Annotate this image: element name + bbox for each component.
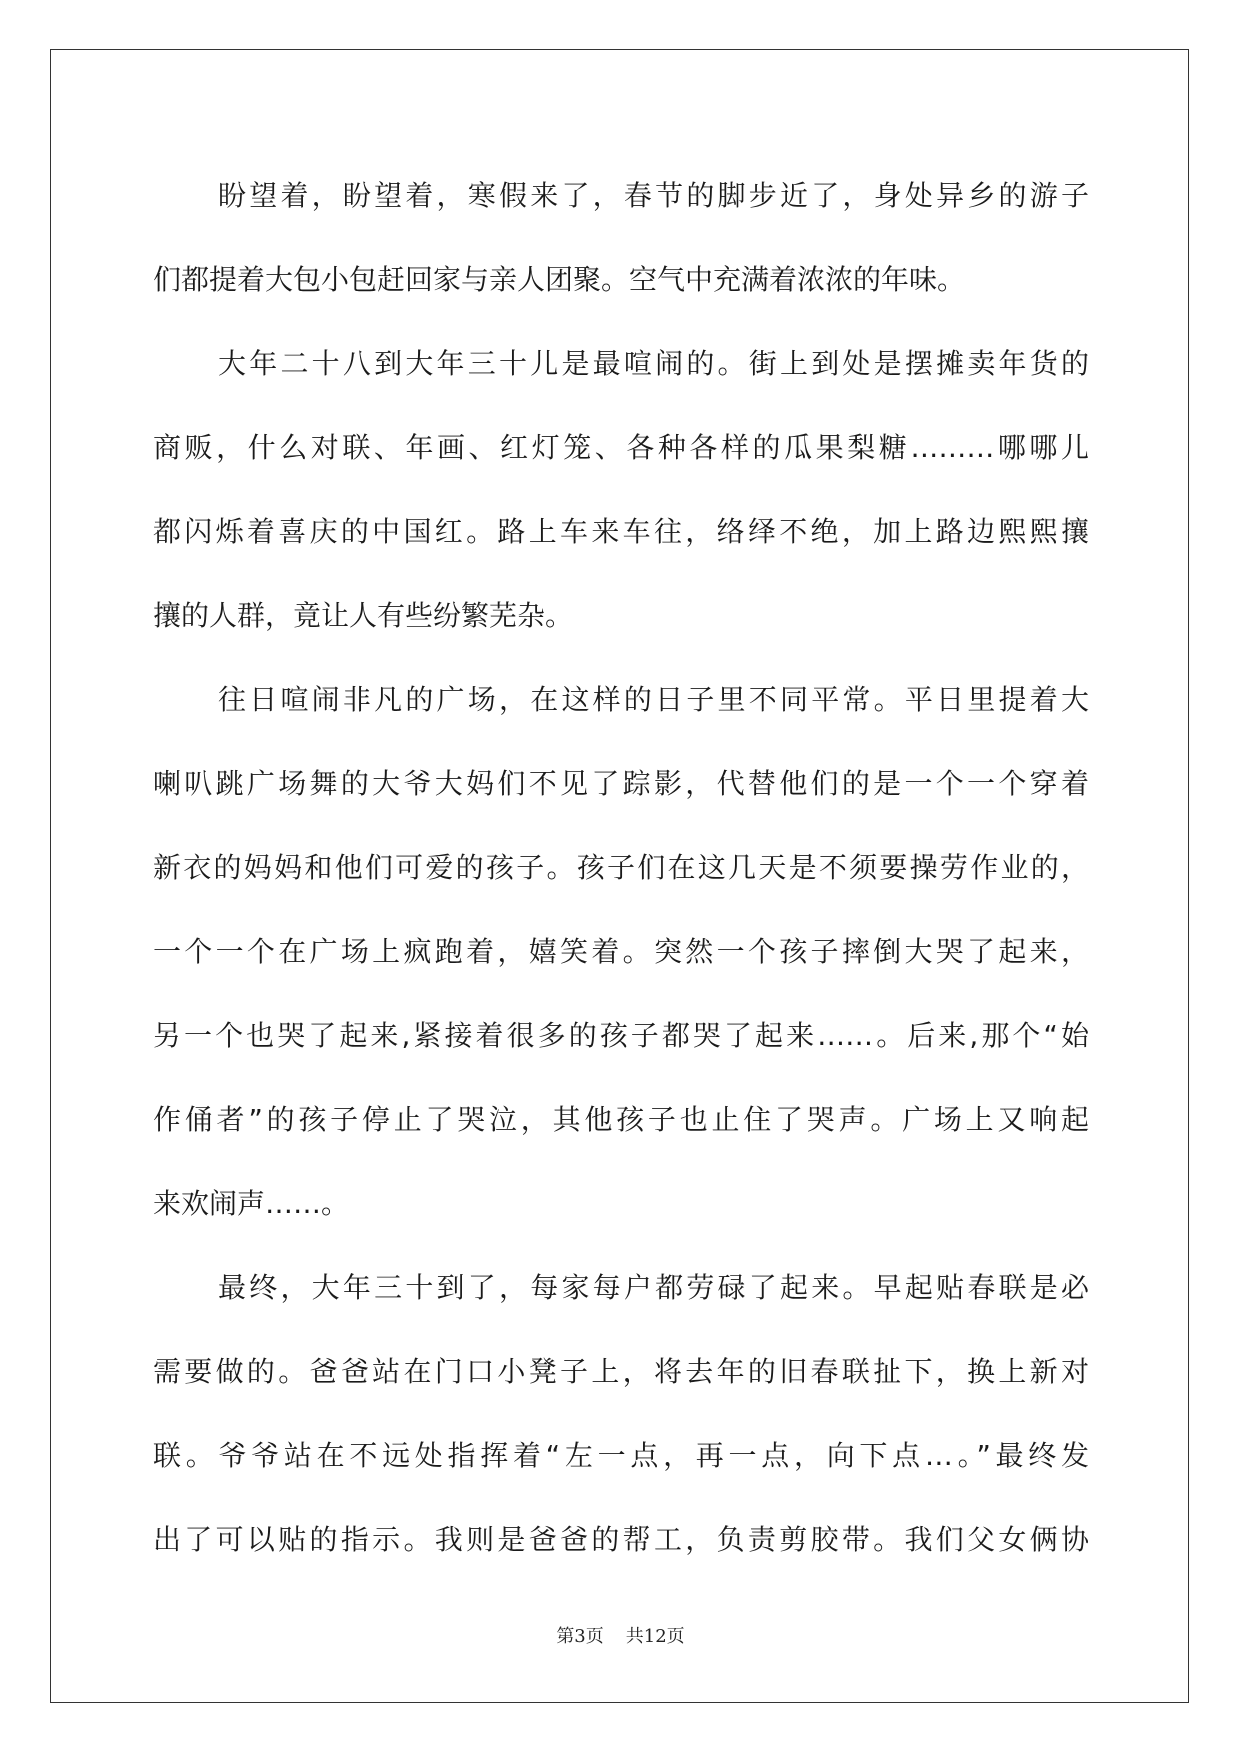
text-line: 需要做的。爸爸站在门口小凳子上，将去年的旧春联扯下，换上新对 — [153, 1355, 1089, 1388]
text-line: 往日喧闹非凡的广场，在这样的日子里不同平常。平日里提着大 — [218, 683, 1089, 716]
page-total: 共12页 — [625, 1626, 685, 1647]
paragraph-4 — [153, 1260, 1089, 1596]
text-line: 喇叭跳广场舞的大爷大妈们不见了踪影，代替他们的是一个一个穿着 — [153, 767, 1089, 800]
paragraph-1 — [153, 168, 1089, 336]
text-line: 最终，大年三十到了，每家每户都劳碌了起来。早起贴春联是必 — [218, 1271, 1089, 1304]
text-line: 攘的人群，竟让人有些纷繁芜杂。 — [153, 599, 574, 632]
text-line: 商贩，什么对联、年画、红灯笼、各种各样的瓜果梨糖………哪哪儿 — [153, 431, 1089, 464]
text-line: 来欢闹声……。 — [153, 1187, 350, 1220]
text-line: 新衣的妈妈和他们可爱的孩子。孩子们在这几天是不须要操劳作业的， — [153, 851, 1089, 884]
text-line: 联。爷爷站在不远处指挥着“左一点，再一点，向下点…。”最终发 — [153, 1439, 1089, 1472]
text-line: 都闪烁着喜庆的中国红。路上车来车往，络绎不绝，加上路边熙熙攘 — [153, 515, 1089, 548]
text-line: 盼望着，盼望着，寒假来了，春节的脚步近了，身处异乡的游子 — [218, 179, 1089, 212]
text-line: 出了可以贴的指示。我则是爸爸的帮工，负责剪胶带。我们父女俩协 — [153, 1523, 1089, 1556]
text-line: 另一个也哭了起来,紧接着很多的孩子都哭了起来……。后来,那个“始 — [153, 1019, 1089, 1052]
page-footer — [0, 1622, 1241, 1648]
document-body — [153, 168, 1089, 1596]
text-line: 大年二十八到大年三十儿是最喧闹的。街上到处是摆摊卖年货的 — [218, 347, 1089, 380]
paragraph-3 — [153, 672, 1089, 1260]
text-line: 一个一个在广场上疯跑着，嬉笑着。突然一个孩子摔倒大哭了起来， — [153, 935, 1089, 968]
text-line: 作俑者”的孩子停止了哭泣，其他孩子也止住了哭声。广场上又响起 — [153, 1103, 1089, 1136]
page-number: 第3页 — [556, 1626, 604, 1647]
paragraph-2 — [153, 336, 1089, 672]
text-line: 们都提着大包小包赶回家与亲人团聚。空气中充满着浓浓的年味。 — [153, 263, 966, 296]
